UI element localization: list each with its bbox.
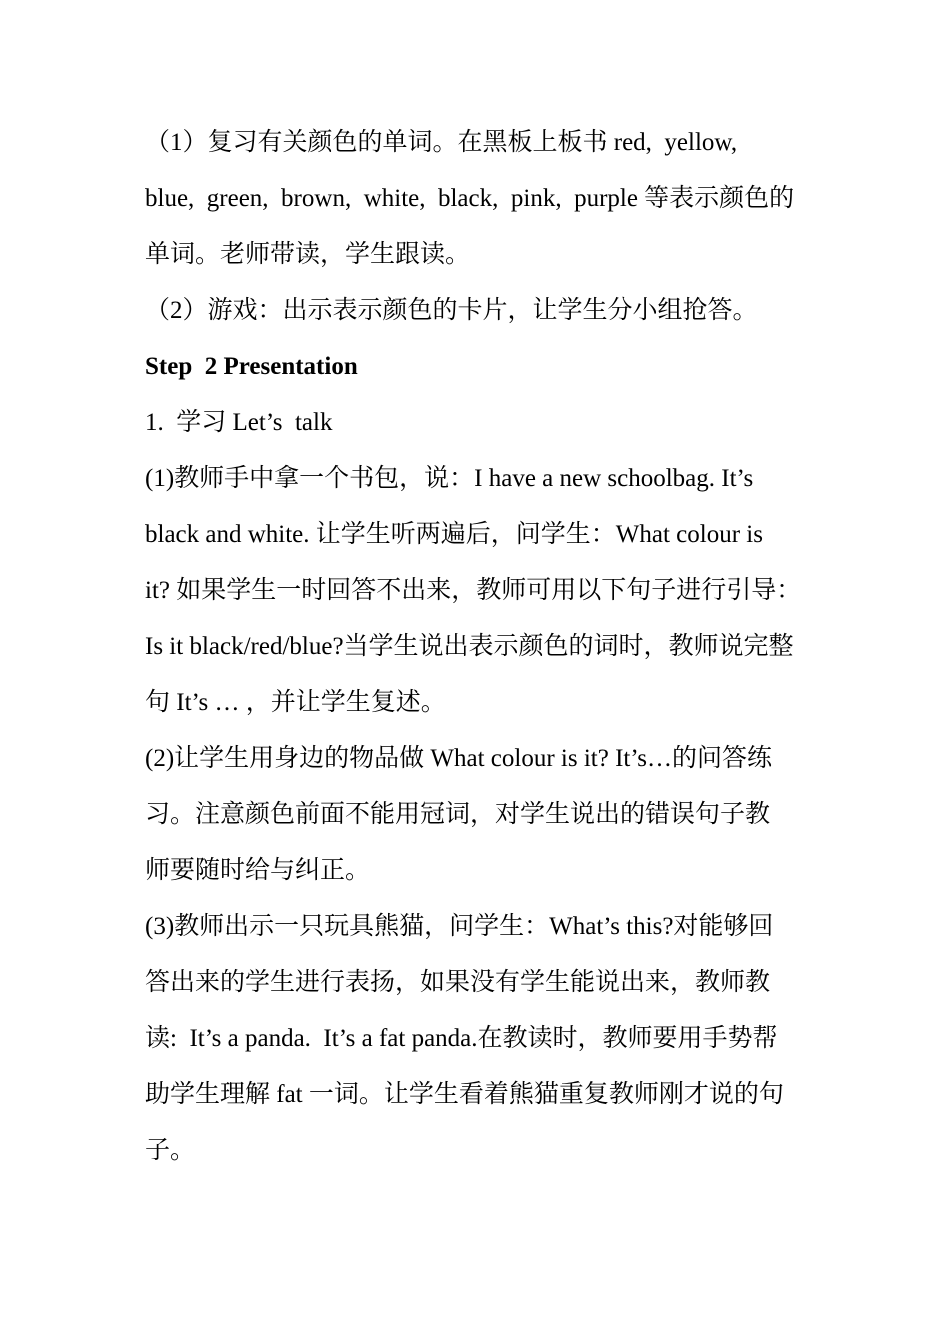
activity-1-line: 句 It’s … ，并让学生复述。	[145, 689, 446, 716]
review-item-1-line: （1）复习有关颜色的单词。在黑板上板书 red, yellow,	[145, 129, 738, 156]
talk-section-title: 1. 学习 Let’s talk	[145, 409, 333, 436]
activity-1-line: black and white. 让学生听两遍后，问学生：What colour is	[145, 521, 763, 548]
review-item-1	[145, 115, 950, 283]
activity-3-line: 助学生理解 fat 一词。让学生看着熊猫重复教师刚才说的句	[145, 1081, 784, 1108]
activity-2-line: 习。注意颜色前面不能用冠词，对学生说出的错误句子教	[145, 801, 771, 828]
activity-2-line: 师要随时给与纠正。	[145, 857, 371, 884]
activity-1-line: (1)教师手中拿一个书包，说：I have a new schoolbag. It’s	[145, 465, 754, 492]
activity-1-paragraph	[145, 451, 950, 731]
review-item-1-line: 单词。老师带读，学生跟读。	[145, 241, 471, 268]
activity-2-line: (2)让学生用身边的物品做 What colour is it? It’s…的问答练	[145, 745, 773, 772]
activity-3-line: 答出来的学生进行表扬，如果没有学生能说出来，教师教	[145, 969, 771, 996]
activity-1-line: Is it black/red/blue?当学生说出表示颜色的词时，教师说完整	[145, 633, 794, 660]
review-item-1-line: blue, green, brown, white, black, pink, purple 等表示颜色的	[145, 185, 795, 212]
activity-3-line: 读: It’s a panda. It’s a fat panda.在教读时，教师要用手势帮	[145, 1025, 778, 1052]
review-item-2: （2）游戏：出示表示颜色的卡片，让学生分小组抢答。	[145, 297, 758, 324]
activity-3-line: (3)教师出示一只玩具熊猫，问学生：What’s this?对能够回	[145, 913, 774, 940]
activity-3-line: 子。	[145, 1137, 196, 1164]
step-2-heading: Step 2 Presentation	[145, 353, 358, 380]
activity-2-paragraph	[145, 731, 950, 899]
activity-3-paragraph	[145, 899, 950, 1179]
activity-1-line: it? 如果学生一时回答不出来，教师可用以下句子进行引导：	[145, 577, 802, 604]
